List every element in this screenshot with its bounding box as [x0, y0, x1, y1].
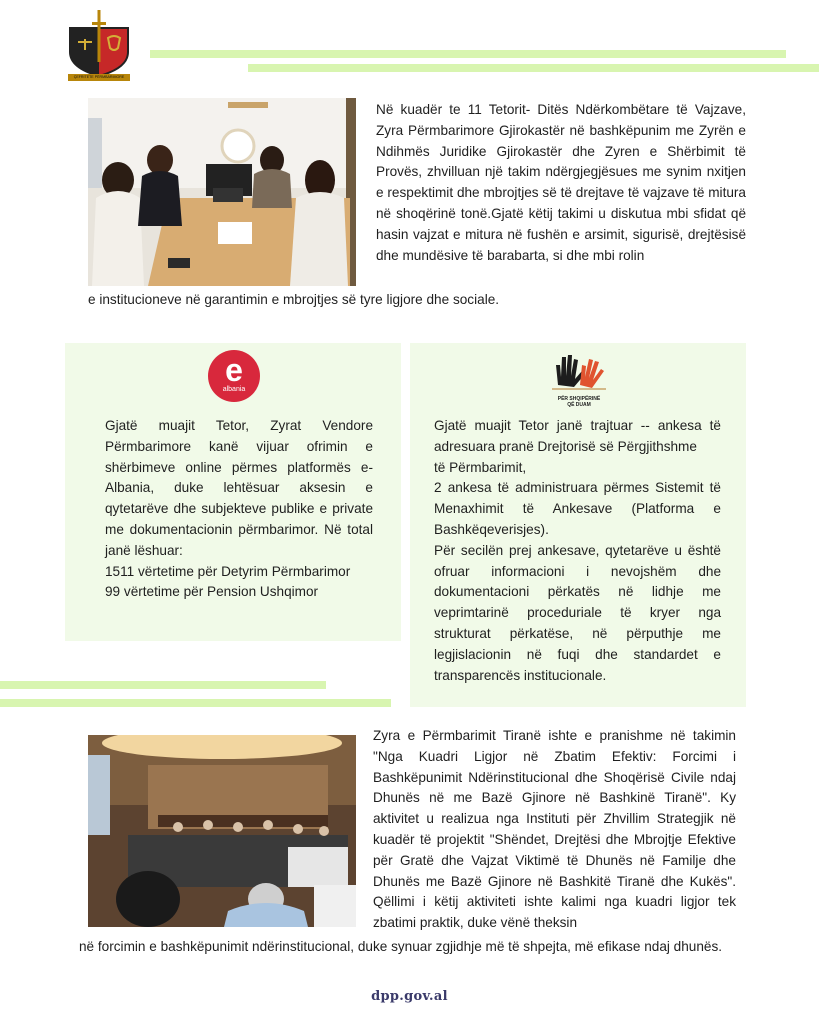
- middle-bar-top: [0, 681, 326, 689]
- hands-logo-line2: QË DUAM: [567, 402, 591, 408]
- meeting-photo-tirane: [88, 735, 356, 927]
- institution-logo: [62, 6, 136, 82]
- ealbania-paragraph: Gjatë muajit Tetor, Zyrat Vendore Përmbarimore kanë vijuar ofrimin e shërbimeve online përmes platformës e-Albania, duke lehtësuar aksesin e qytetarëve dhe subjekteve publike e private me dokumentacionin përmbarimor. Në total janë lëshuar:: [105, 418, 373, 558]
- complaints-paragraph-3: Për secilën prej ankesave, qytetarëve u është ofruar informacioni i nevojshëm dhe dokumentacioni përkatës në lidhje me veprimtarinë proceduriale të kryer nga strukturat përkatëse, në përputhje me legjislacionin në fuqi dhe standardet e transparencës institucionale.: [434, 542, 721, 683]
- section1-text-tail: [88, 290, 748, 311]
- hands-logo-line1: PËR SHQIPËRINË: [557, 396, 601, 402]
- complaints-paragraph-1: Gjatë muajit Tetor janë trajtuar -- ankesa të adresuara pranë Drejtorisë së Përgjithshme: [434, 418, 721, 454]
- hands-logo: [546, 351, 612, 407]
- complaints-paragraph-2: 2 ankesa të administruara përmes Sistemit të Menaxhimit të Ankesave (Platforma e Bashkëqeverisjes).: [434, 480, 721, 537]
- complaints-paragraph-1-tail: të Përmbarimit,: [434, 459, 527, 475]
- shield-icon: [62, 6, 136, 82]
- ealbania-stat-2: 99 vërtetime për Pension Ushqimor: [105, 584, 319, 600]
- logo-caption: ÇEFRITETE PËRMBARIMORE: [73, 75, 125, 79]
- section1-paragraph: Në kuadër te 11 Tetorit- Ditës Ndërkombëtare të Vajzave, Zyra Përmbarimore Gjirokastër në bashkëpunim me Zyrën e Ndihmës Juridike Gjirokastër dhe Zyren e Shërbimit të Provës, zhvilluan një takim ndërgjegjësues me synim nxitjen e respektimit dhe mbrojtjes së të drejtave të vajzave të mitura në shoqërinë tonë.Gjatë këtij takimi u diskutua mbi sfidat që hasin vajzat e mitura në fushën e arsimit, sigurisë, drejtësisë dhe mundësive të barabarta, si dhe mbi rolin: [376, 102, 746, 263]
- ealbania-logo-letter: e: [225, 352, 243, 388]
- footer-url[interactable]: dpp.gov.al: [371, 989, 448, 1004]
- ealbania-card: [65, 343, 401, 641]
- complaints-card: [410, 343, 746, 707]
- section3-paragraph: Zyra e Përmbarimit Tiranë ishte e pranishme në takimin "Nga Kuadri Ligjor në Zbatim Efektiv: Forcimi i Bashkëpunimit Ndërinstitucional dhe Shoqërisë Civile ndaj Dhunës në me Bazë Gjinore në Bashkinë Tiranë". Ky aktivitet u realizua nga Instituti për Zhvillim Strategjik në kuadër të projektit "Shëndet, Drejtësi dhe Mbrojtje Efektive për Gratë dhe Vajzat Viktimë të Dhunës në Familje dhe Dhunës me Bazë Gjinore në Bashkitë Tiranë dhe Kukës". Qëllimi i këtij aktiviteti ishte kalimi nga kuadri ligjor tek zbatimi praktik, duke vënë theksin: [373, 728, 736, 931]
- middle-bar-bottom: [0, 699, 391, 707]
- section3-paragraph-tail: në forcimin e bashkëpunimit ndërinstitucional, duke synuar zgjidhje më të shpejta, më efikase ndaj dhunës.: [79, 939, 723, 954]
- ealbania-logo-word: albania: [222, 386, 246, 393]
- ealbania-stat-1: 1511 vërtetime për Detyrim Përmbarimor: [105, 563, 351, 579]
- section1-paragraph-tail: e institucioneve në garantimin e mbrojtjes së tyre ligjore dhe sociale.: [88, 292, 500, 307]
- hands-icon: [546, 351, 612, 391]
- section3-text-tail: [79, 937, 739, 958]
- ealbania-logo: [208, 350, 260, 402]
- meeting-photo-gjirokaster: [88, 98, 356, 286]
- section1-text-block: [376, 100, 746, 266]
- header-bar-top: [150, 50, 786, 58]
- header-bar-bottom: [248, 64, 819, 72]
- section3-text-block: [373, 726, 736, 934]
